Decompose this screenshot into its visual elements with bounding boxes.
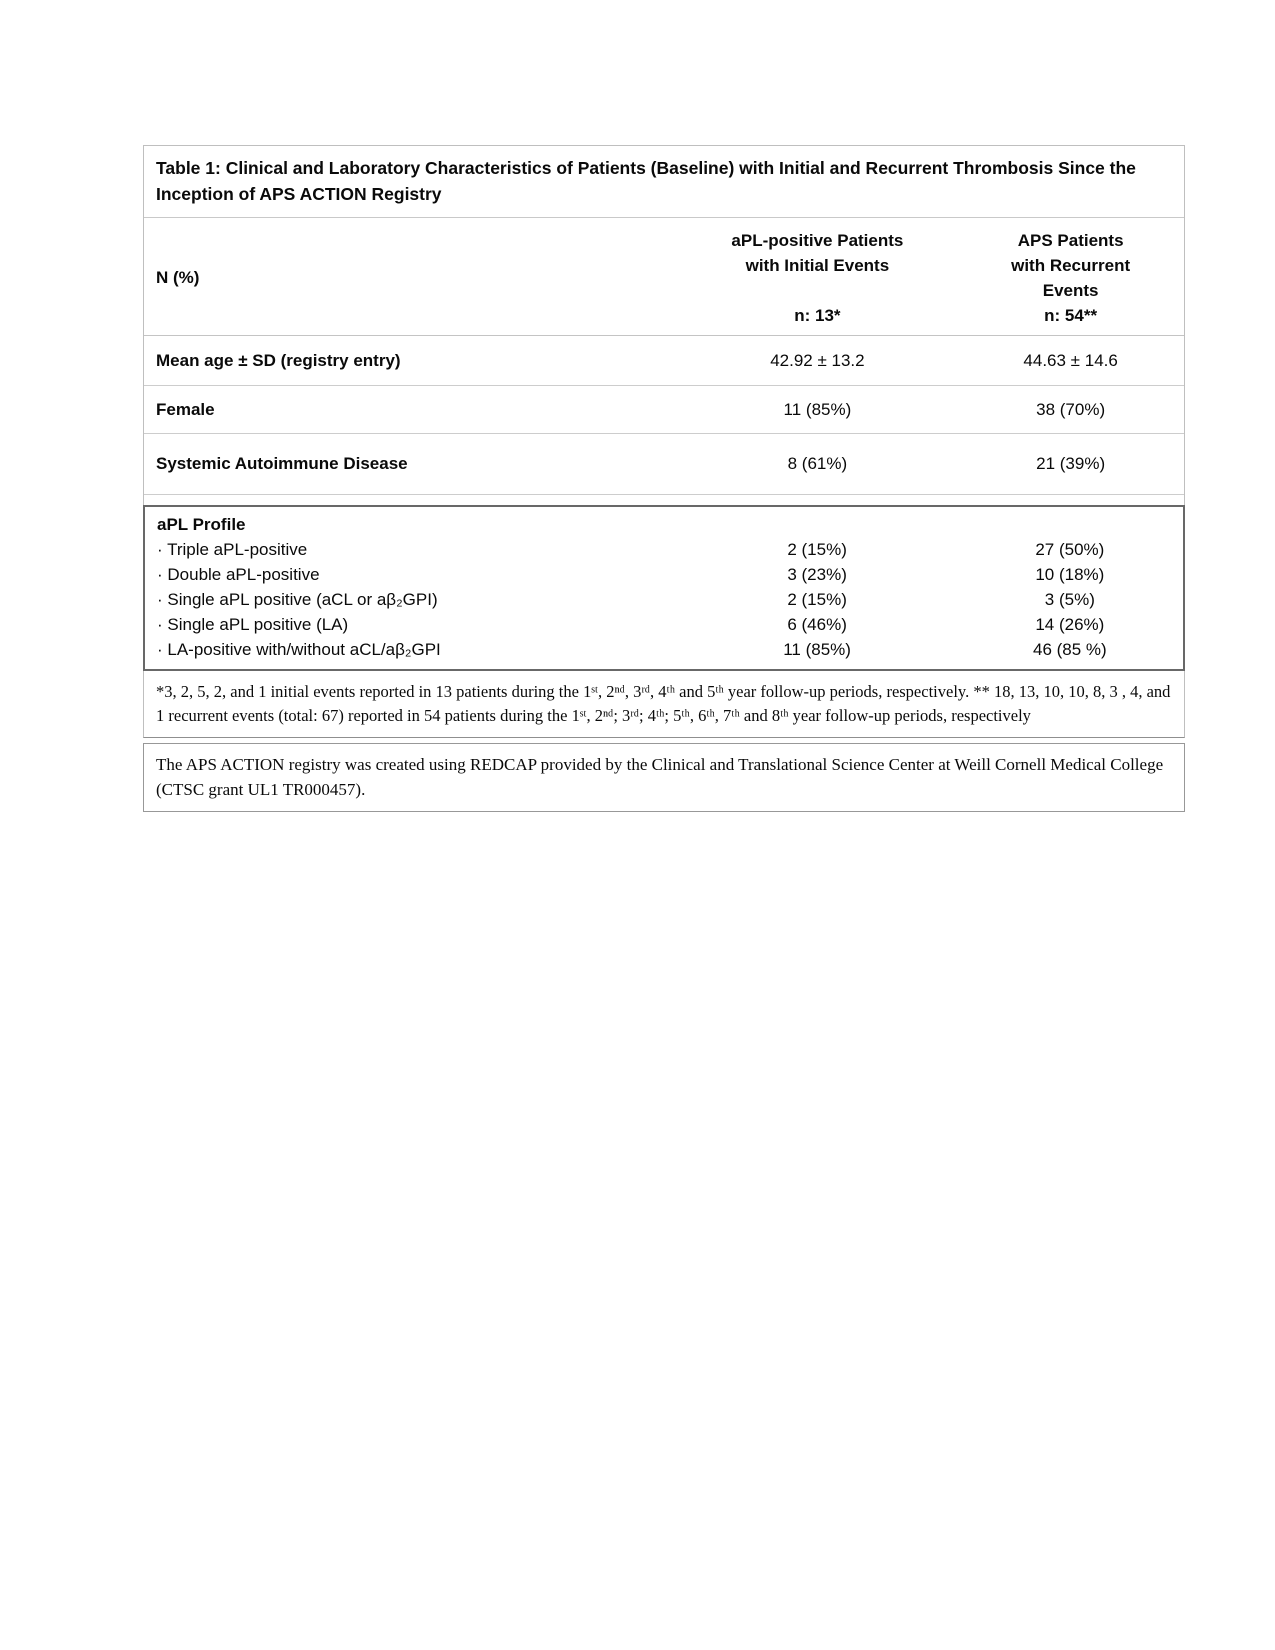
table-row-systemic-autoimmune-disease	[144, 434, 1184, 495]
header-recurrent-line2: with Recurrent	[1011, 256, 1131, 275]
apl-item-double	[145, 562, 1183, 587]
section-gap	[144, 495, 1184, 505]
header-n-percent-label: N (%)	[156, 268, 200, 287]
item-label: · Single aPL positive (aCL or aβ₂GPI)	[157, 590, 438, 609]
header-initial-events-column	[678, 218, 958, 335]
apl-item-la-positive	[145, 637, 1183, 662]
item-label: · Triple aPL-positive	[157, 540, 308, 559]
apl-profile-section	[143, 505, 1185, 671]
header-recurrent-line3: Events	[1042, 281, 1099, 300]
initial-value: 11 (85%)	[783, 399, 852, 419]
row-label: Mean age ± SD (registry entry)	[156, 350, 401, 370]
apl-item-single-acl	[145, 587, 1183, 612]
table-1-figure	[143, 145, 1185, 812]
main-table	[143, 145, 1185, 738]
item-label: · Single aPL positive (LA)	[157, 615, 349, 634]
recurrent-value: 46 (85 %)	[1032, 640, 1107, 659]
table-row-mean-age	[144, 336, 1184, 386]
recurrent-value: 44.63 ± 14.6	[1023, 350, 1118, 370]
recurrent-value: 10 (18%)	[1035, 565, 1105, 584]
header-initial-line2: with Initial Events	[745, 256, 890, 275]
table-footnote: *3, 2, 5, 2, and 1 initial events reported in 13 patients during the 1ˢᵗ, 2ⁿᵈ, 3ʳᵈ, 4ᵗʰ and 5ᵗʰ year follow-up periods, respectively. ** 18, 13, 10, 10, 8, 3 , 4, and 1 recurrent events (total: 67) reported in 54 patients during the 1ˢᵗ, 2ⁿᵈ; 3ʳᵈ; 4ᵗʰ; 5ᵗʰ, 6ᵗʰ, 7ᵗʰ and 8ᵗʰ year follow-up periods, respectively	[156, 682, 1171, 725]
table-header-row	[144, 218, 1184, 336]
header-recurrent-events-column	[957, 218, 1184, 335]
initial-value: 2 (15%)	[787, 540, 847, 559]
initial-value: 2 (15%)	[787, 590, 847, 609]
initial-value: 11 (85%)	[783, 640, 851, 659]
recurrent-value: 38 (70%)	[1036, 399, 1106, 419]
registry-note: The APS ACTION registry was created using REDCAP provided by the Clinical and Translational Science Center at Weill Cornell Medical College (CTSC grant UL1 TR000457).	[143, 743, 1185, 812]
header-spacer	[678, 278, 958, 303]
header-recurrent-n: n: 54**	[1044, 306, 1098, 325]
recurrent-value: 27 (50%)	[1035, 540, 1105, 559]
recurrent-value: 3 (5%)	[1044, 590, 1095, 609]
recurrent-value: 21 (39%)	[1036, 454, 1106, 473]
header-initial-line1: aPL-positive Patients	[731, 231, 904, 250]
row-label: Systemic Autoimmune Disease	[156, 454, 408, 473]
header-initial-n: n: 13*	[794, 306, 841, 325]
item-label: · Double aPL-positive	[157, 565, 320, 584]
initial-value: 6 (46%)	[787, 615, 847, 634]
apl-item-single-la	[145, 612, 1183, 637]
initial-value: 8 (61%)	[787, 454, 848, 473]
row-label: Female	[156, 399, 215, 419]
table-title: Table 1: Clinical and Laboratory Characteristics of Patients (Baseline) with Initial and Recurrent Thrombosis Since the Inception of APS ACTION Registry	[144, 146, 1184, 218]
recurrent-value: 14 (26%)	[1035, 615, 1105, 634]
table-row-female	[144, 386, 1184, 434]
apl-item-triple	[145, 537, 1183, 562]
item-label: · LA-positive with/without aCL/aβ₂GPI	[157, 640, 441, 659]
header-recurrent-line1: APS Patients	[1017, 231, 1124, 250]
initial-value: 42.92 ± 13.2	[770, 350, 865, 370]
apl-profile-heading: aPL Profile	[157, 515, 246, 534]
initial-value: 3 (23%)	[787, 565, 847, 584]
